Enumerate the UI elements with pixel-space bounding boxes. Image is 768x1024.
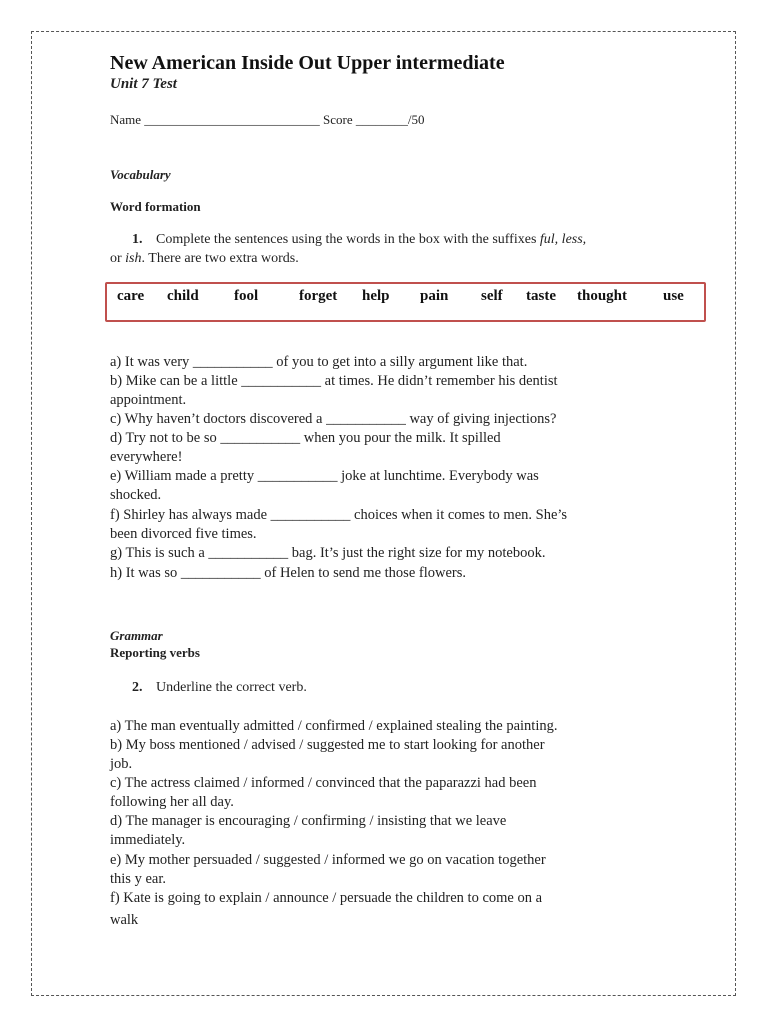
word-box-item: thought [577, 288, 628, 304]
vocab-sentence: c) Why haven’t doctors discovered a ___________ way of giving injections? [110, 411, 557, 427]
instruction-ish: ish [125, 251, 142, 266]
score-total: /50 [407, 112, 425, 127]
grammar-sentence: this y ear. [110, 871, 166, 887]
grammar-sentence: b) My boss mentioned / advised / suggested me to start looking for another [110, 737, 545, 753]
reporting-verbs-heading: Reporting verbs [110, 645, 200, 660]
word-formation-heading: Word formation [110, 199, 201, 214]
grammar-sentence: job. [110, 756, 133, 772]
exercise-2-instruction [132, 680, 307, 696]
vocab-sentence: shocked. [110, 487, 162, 503]
word-box-item: care [117, 288, 145, 304]
vocab-sentence: been divorced five times. [110, 526, 257, 542]
exercise-1-number: 1. [132, 232, 143, 247]
grammar-sentence: e) My mother persuaded / suggested / informed we go on vacation together [110, 852, 546, 868]
grammar-sentence: f) Kate is going to explain / announce / persuade the children to come on a [110, 890, 543, 906]
word-box-item: pain [420, 288, 449, 304]
vocab-sentence: f) Shirley has always made ___________ choices when it comes to men. She’s [110, 507, 568, 523]
vocab-sentence: everywhere! [110, 449, 183, 465]
vocab-sentence: a) It was very ___________ of you to get into a silly argument like that. [110, 354, 528, 370]
exercise-1-instruction-line2 [110, 251, 299, 267]
score-label: Score [323, 112, 353, 127]
vocabulary-heading: Vocabulary [110, 167, 171, 182]
instruction-suffixes: ful, less, [539, 232, 587, 247]
word-box-item: child [167, 288, 199, 304]
grammar-sentence: d) The manager is encouraging / confirming / insisting that we leave [110, 813, 507, 829]
vocab-sentence: e) William made a pretty ___________ joke at lunchtime. Everybody was [110, 468, 539, 484]
word-box-item: use [663, 288, 684, 304]
grammar-sentence: c) The actress claimed / informed / convinced that the paparazzi had been [110, 775, 537, 791]
instruction-text-a: Complete the sentences using the words in the box with the suffixes [156, 232, 540, 247]
grammar-sentence: a) The man eventually admitted / confirmed / explained stealing the painting. [110, 718, 558, 734]
vocab-sentence: g) This is such a ___________ bag. It’s just the right size for my notebook. [110, 545, 546, 561]
instruction-rest: . There are two extra words. [141, 251, 299, 266]
exercise-2-number: 2. [132, 680, 143, 695]
word-box-item: self [481, 288, 503, 304]
vocab-sentence: d) Try not to be so ___________ when you pour the milk. It spilled [110, 430, 501, 446]
word-box-item: taste [526, 288, 556, 304]
document-subtitle: Unit 7 Test [110, 76, 177, 92]
instruction-or: or [110, 251, 126, 266]
vocab-sentence: appointment. [110, 392, 187, 408]
score-blank: ________ [355, 112, 408, 127]
exercise-1-instruction [132, 232, 586, 248]
word-box-item: forget [299, 288, 338, 304]
exercise-2-text: Underline the correct verb. [156, 680, 307, 695]
name-score-line [110, 112, 425, 128]
grammar-sentence: immediately. [110, 832, 186, 848]
word-box-item: help [362, 288, 390, 304]
name-blank: ___________________________ [144, 112, 320, 127]
document-title: New American Inside Out Upper intermediate [110, 52, 505, 74]
word-box-item: fool [234, 288, 259, 304]
grammar-sentence: following her all day. [110, 794, 234, 810]
vocab-sentence: b) Mike can be a little ___________ at times. He didn’t remember his dentist [110, 373, 558, 389]
grammar-heading: Grammar [110, 628, 163, 643]
grammar-sentence: walk [110, 912, 139, 928]
name-label: Name [110, 112, 142, 127]
vocab-sentence: h) It was so ___________ of Helen to send me those flowers. [110, 565, 466, 581]
